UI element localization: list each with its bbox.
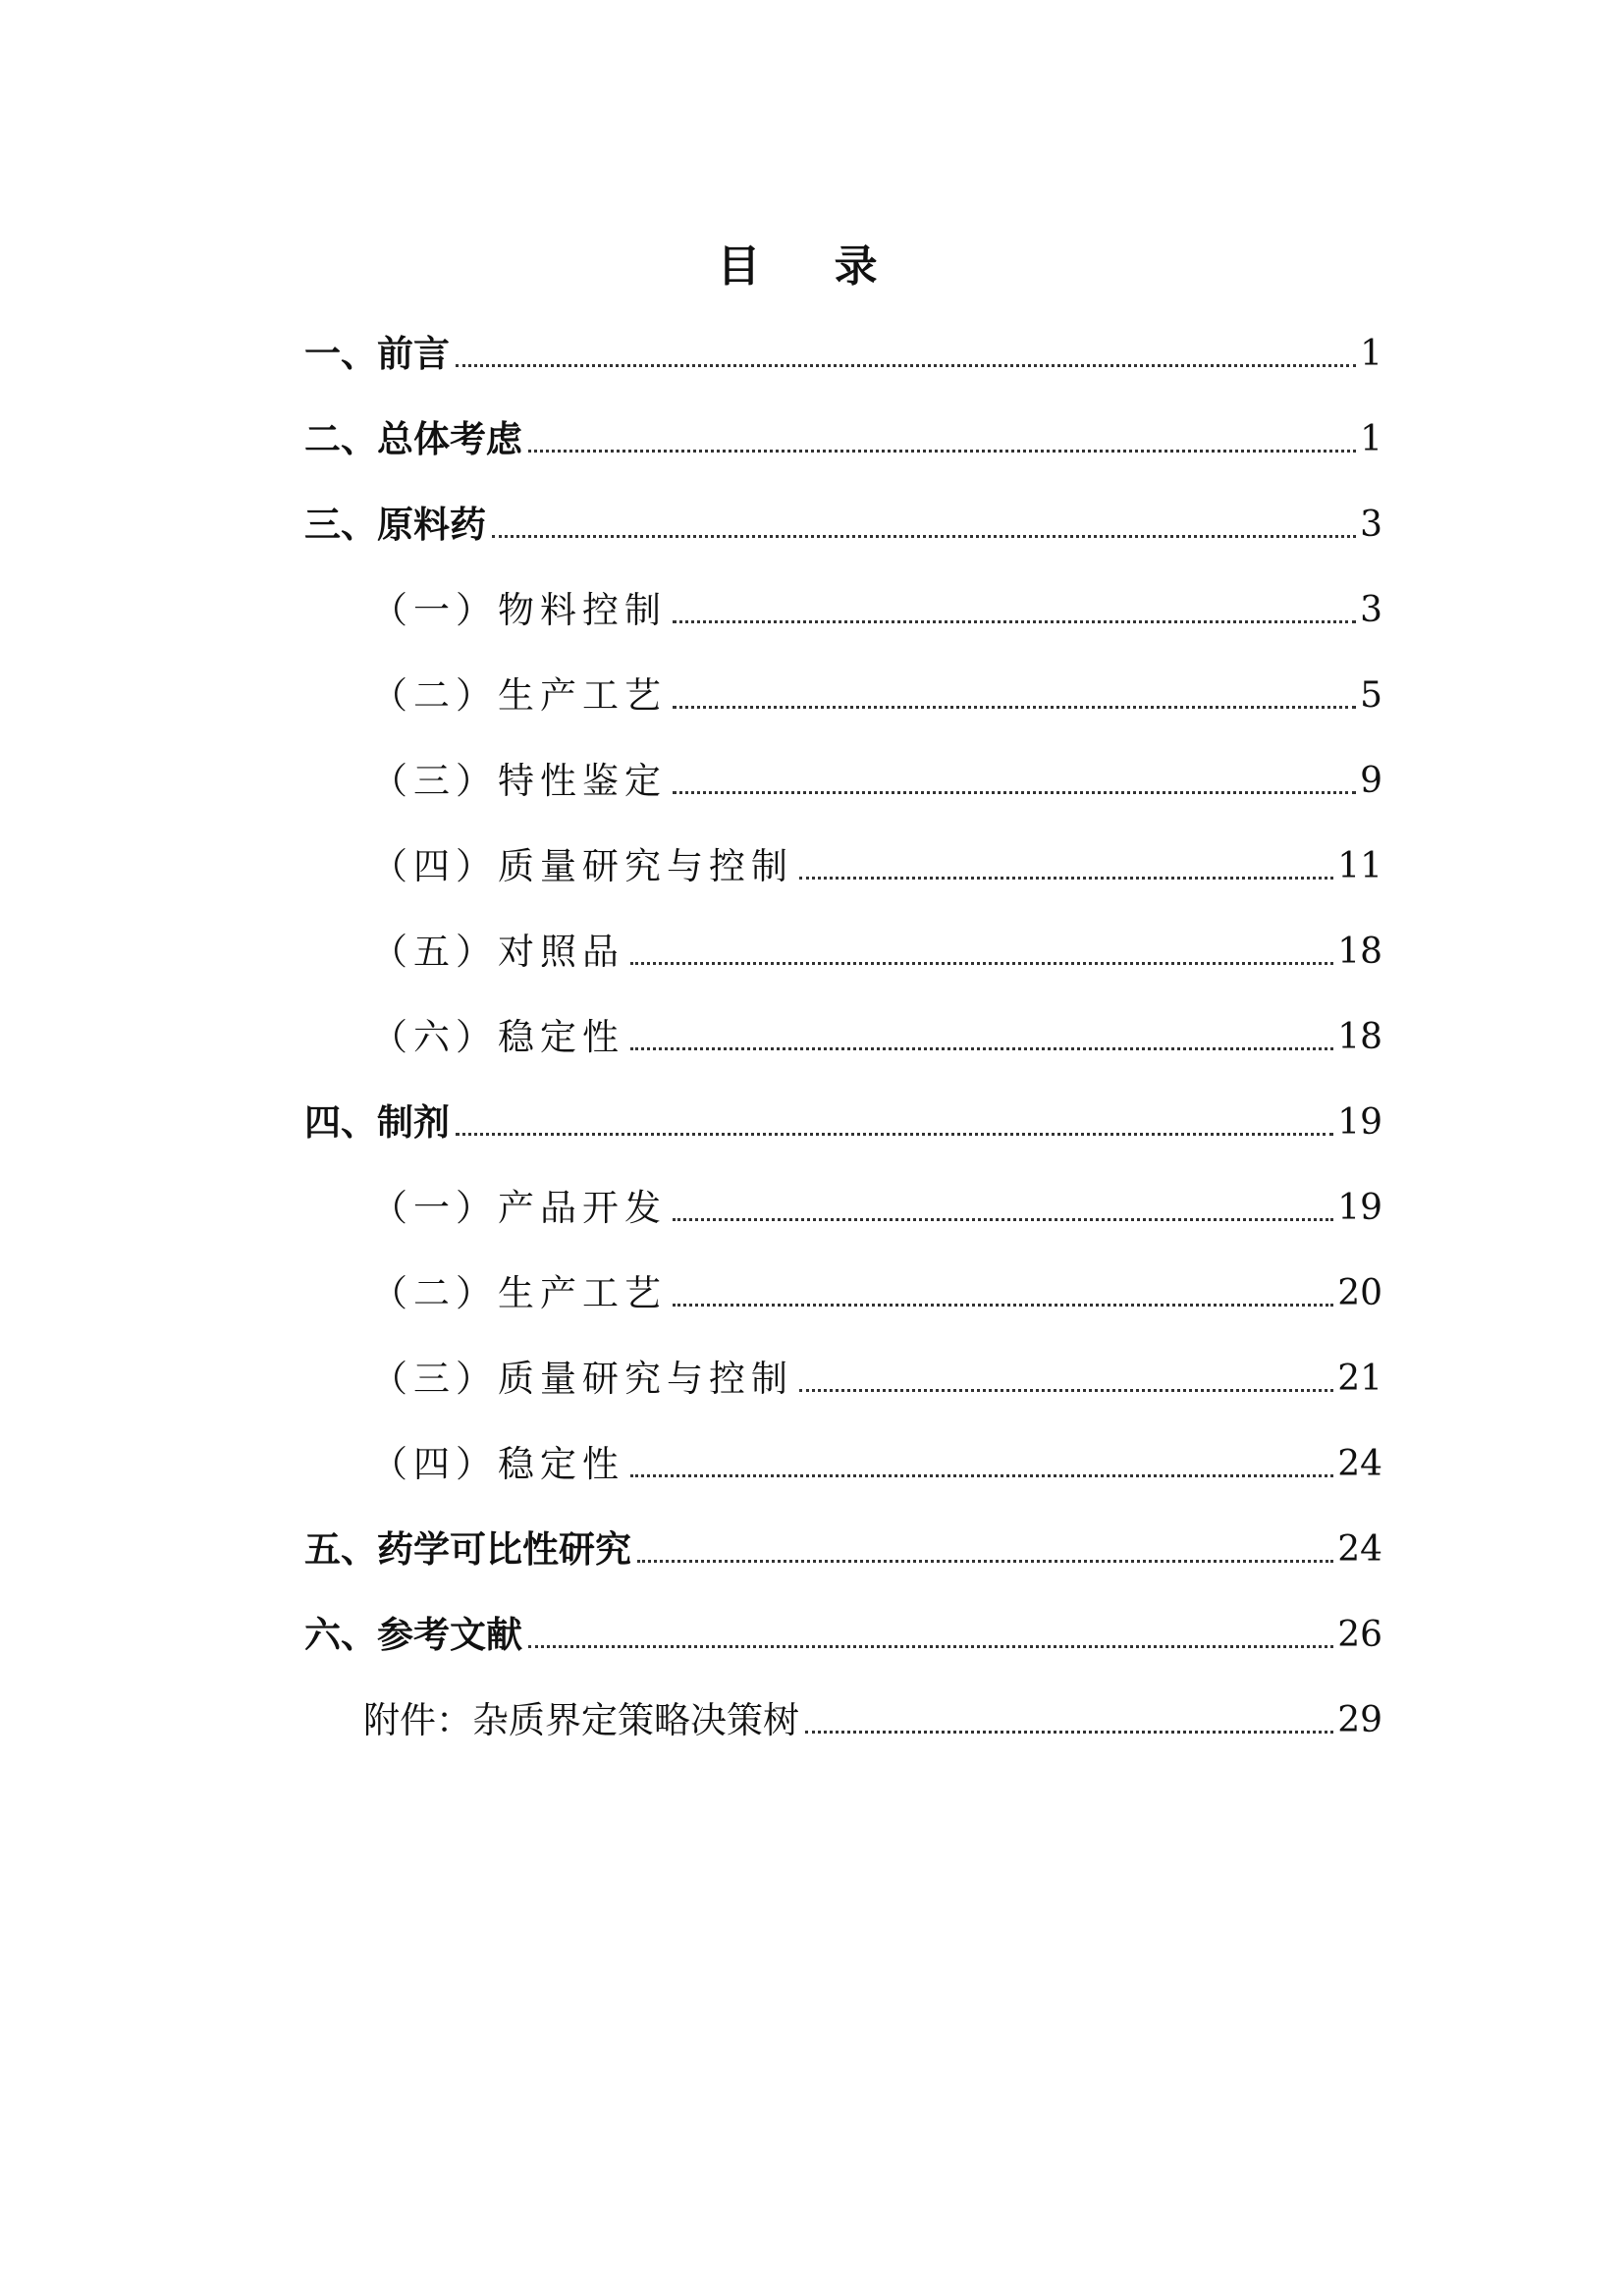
toc-entry-page-number: 24 xyxy=(1337,1529,1382,1570)
toc-entry-page-number: 5 xyxy=(1360,675,1382,716)
toc-entry[interactable] xyxy=(371,751,1382,806)
toc-entry-page-number: 24 xyxy=(1337,1444,1382,1484)
toc-entry-label: （五）对照品 xyxy=(371,931,624,973)
toc-dot-leader xyxy=(799,1389,1333,1392)
toc-entry-page-number: 11 xyxy=(1337,846,1382,886)
toc-entry[interactable] xyxy=(371,922,1382,977)
toc-entry[interactable] xyxy=(371,1007,1382,1062)
toc-entry-page-number: 19 xyxy=(1337,1188,1382,1228)
toc-entry-label: （二）生产工艺 xyxy=(371,674,667,717)
toc-entry-label: 五、药学可比性研究 xyxy=(304,1528,631,1571)
toc-entry-label: 二、总体考虑 xyxy=(304,418,522,460)
toc-entry-page-number: 26 xyxy=(1337,1615,1382,1655)
toc-dot-leader xyxy=(630,1047,1333,1050)
toc-dot-leader xyxy=(673,791,1356,794)
toc-entry[interactable] xyxy=(371,1178,1382,1233)
toc-entry-label: 六、参考文献 xyxy=(304,1614,522,1656)
toc-entry[interactable] xyxy=(371,1349,1382,1404)
toc-entry-page-number: 29 xyxy=(1337,1700,1382,1740)
toc-entry-page-number: 18 xyxy=(1337,932,1382,972)
toc-entry[interactable] xyxy=(304,495,1382,550)
toc-dot-leader xyxy=(456,364,1356,367)
toc-entry[interactable] xyxy=(371,836,1382,891)
toc-entry[interactable] xyxy=(363,1690,1382,1745)
toc-entry-page-number: 19 xyxy=(1337,1102,1382,1143)
toc-dot-leader xyxy=(492,535,1356,538)
toc-dot-leader xyxy=(528,450,1356,453)
toc-entry-page-number: 1 xyxy=(1360,419,1382,459)
toc-dot-leader xyxy=(637,1560,1333,1563)
toc-entry-label: （一）产品开发 xyxy=(371,1187,667,1229)
toc-entry-label: （三）特性鉴定 xyxy=(371,760,667,802)
toc-dot-leader xyxy=(528,1645,1333,1648)
toc-dot-leader xyxy=(799,877,1333,880)
toc-entry[interactable] xyxy=(304,1093,1382,1148)
toc-entry[interactable] xyxy=(371,1263,1382,1318)
toc-entry-label: 四、制剂 xyxy=(304,1101,450,1144)
toc-entry-label: （四）质量研究与控制 xyxy=(371,845,793,887)
toc-dot-leader xyxy=(630,1474,1333,1477)
toc-entry[interactable] xyxy=(304,409,1382,464)
toc-entry[interactable] xyxy=(304,1605,1382,1660)
toc-entry-label: （三）质量研究与控制 xyxy=(371,1358,793,1400)
toc-entry-label: 附件：杂质界定策略决策树 xyxy=(363,1699,799,1741)
toc-entry-page-number: 3 xyxy=(1360,505,1382,545)
toc-dot-leader xyxy=(456,1133,1333,1136)
toc-entry-label: 三、原料药 xyxy=(304,504,486,546)
toc-entry[interactable] xyxy=(371,580,1382,635)
toc-entry[interactable] xyxy=(371,666,1382,721)
toc-entry[interactable] xyxy=(304,1520,1382,1575)
toc-entry-label: （一）物料控制 xyxy=(371,589,667,631)
toc-dot-leader xyxy=(673,706,1356,709)
toc-entry-label: （二）生产工艺 xyxy=(371,1272,667,1314)
toc-dot-leader xyxy=(673,1218,1333,1221)
toc-entry[interactable] xyxy=(371,1434,1382,1489)
toc-dot-leader xyxy=(630,962,1333,965)
toc-entry-page-number: 21 xyxy=(1337,1359,1382,1399)
toc-entry-page-number: 1 xyxy=(1360,334,1382,374)
toc-dot-leader xyxy=(673,1304,1333,1307)
toc-entry-page-number: 18 xyxy=(1337,1017,1382,1057)
toc-dot-leader xyxy=(805,1731,1333,1734)
toc-entry-page-number: 20 xyxy=(1337,1273,1382,1313)
toc-dot-leader xyxy=(673,620,1356,623)
toc-entry-label: （四）稳定性 xyxy=(371,1443,624,1485)
toc-entry-label: （六）稳定性 xyxy=(371,1016,624,1058)
toc-entry-page-number: 3 xyxy=(1360,590,1382,630)
toc-entry-label: 一、前言 xyxy=(304,333,450,375)
toc-entry-page-number: 9 xyxy=(1360,761,1382,801)
toc-title: 目 录 xyxy=(717,241,907,292)
toc-entry[interactable] xyxy=(304,324,1382,379)
